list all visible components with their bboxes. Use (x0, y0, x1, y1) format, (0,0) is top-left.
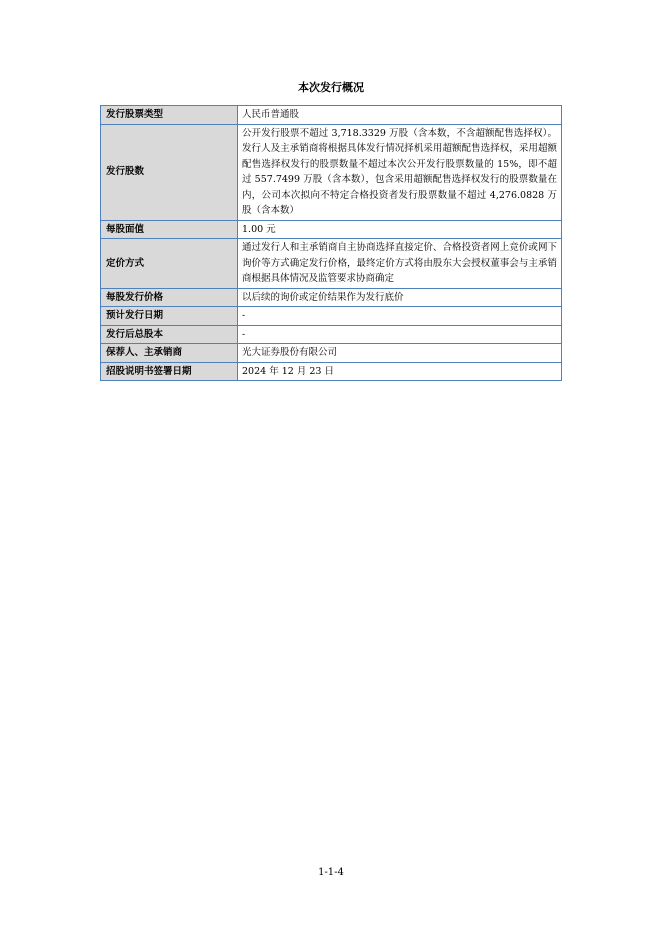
table-row (101, 307, 562, 326)
table-row (101, 124, 562, 220)
table-row (101, 344, 562, 363)
table-row (101, 106, 562, 125)
table-row (101, 325, 562, 344)
row-value-total-shares: - (238, 325, 562, 344)
row-label-share-count: 发行股数 (101, 124, 238, 220)
table-row (101, 288, 562, 307)
row-value-signing-date: 2024 年 12 月 23 日 (238, 362, 562, 381)
row-value-share-count: 公开发行股票不超过 3,718.3329 万股（含本数，不含超额配售选择权）。发行人及主承销商将根据具体发行情况择机采用超额配售选择权，采用超额配售选择权发行的股票数量不超过本次公开发行股票数量的 15%，即不超过 557.7499 万股（含本数），包含采用超额配售选择权发行的股票数量在内，公司本次拟向不特定合格投资者发行股票数量不超过 4,276.0828 万股（含本数） (238, 124, 562, 220)
row-label-issue-date: 预计发行日期 (101, 307, 238, 326)
row-value-par-value: 1.00 元 (238, 220, 562, 239)
row-value-stock-type: 人民币普通股 (238, 106, 562, 125)
page-number: 1-1-4 (318, 867, 344, 878)
row-label-pricing-method: 定价方式 (101, 239, 238, 289)
table-row (101, 362, 562, 381)
offering-overview-table (100, 105, 562, 381)
row-label-sponsor: 保荐人、主承销商 (101, 344, 238, 363)
row-value-issue-date: - (238, 307, 562, 326)
row-label-issue-price: 每股发行价格 (101, 288, 238, 307)
row-label-total-shares: 发行后总股本 (101, 325, 238, 344)
page-title: 本次发行概况 (298, 81, 364, 94)
row-value-pricing-method: 通过发行人和主承销商自主协商选择直接定价、合格投资者网上竞价或网下询价等方式确定发行价格，最终定价方式将由股东大会授权董事会与主承销商根据具体情况及监管要求协商确定 (238, 239, 562, 289)
table-row (101, 220, 562, 239)
row-label-signing-date: 招股说明书签署日期 (101, 362, 238, 381)
row-label-stock-type: 发行股票类型 (101, 106, 238, 125)
row-value-sponsor: 光大证券股份有限公司 (238, 344, 562, 363)
table-row (101, 239, 562, 289)
row-label-par-value: 每股面值 (101, 220, 238, 239)
row-value-issue-price: 以后续的询价或定价结果作为发行底价 (238, 288, 562, 307)
